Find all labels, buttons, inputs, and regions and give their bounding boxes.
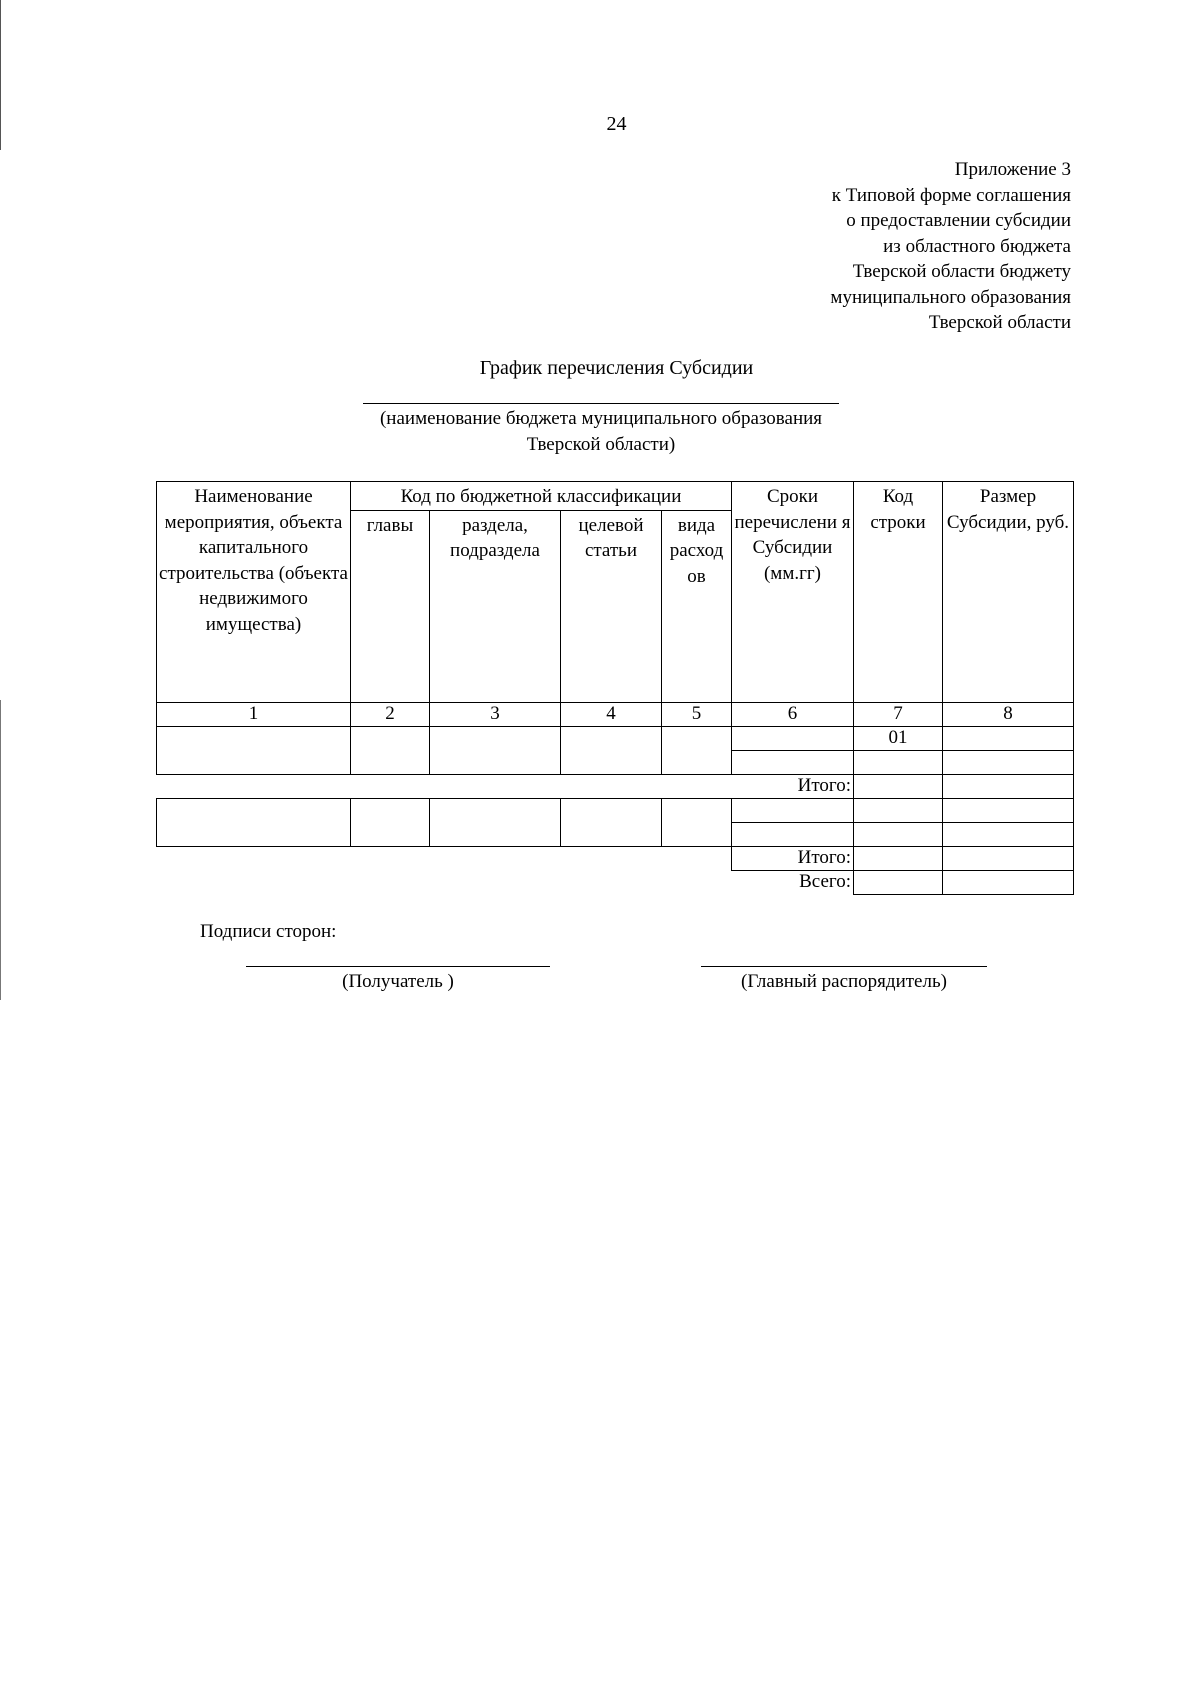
budget-name-caption: [363, 406, 839, 457]
column-number: 1: [157, 702, 351, 726]
table-cell: [943, 822, 1074, 846]
blank-area: [157, 846, 732, 870]
blank-area: [157, 774, 732, 798]
table-cell: [157, 798, 351, 846]
table-cell: [351, 798, 430, 846]
table-cell: [157, 726, 351, 774]
table-cell: [854, 774, 943, 798]
header-expense-type: вида расход ов: [662, 510, 732, 702]
appendix-line: Тверской области: [928, 312, 1071, 333]
column-number: 8: [943, 702, 1074, 726]
page-number: 24: [606, 113, 627, 135]
table-cell: [854, 822, 943, 846]
table-cell: [430, 798, 561, 846]
table-cell: [854, 798, 943, 822]
header-section: раздела, подраздела: [430, 510, 561, 702]
row-code-cell: 01: [854, 726, 943, 750]
table-cell: [943, 846, 1074, 870]
header-target-item: целевой статьи: [561, 510, 662, 702]
column-number: 4: [561, 702, 662, 726]
table-cell: [662, 798, 732, 846]
header-budget-code: Код по бюджетной классификации: [351, 482, 732, 511]
subtotal-label: Итого:: [732, 846, 854, 870]
column-number: 2: [351, 702, 430, 726]
table-cell: [732, 750, 854, 774]
table-cell: [351, 726, 430, 774]
budget-caption-line: Тверской области): [526, 433, 676, 455]
table-cell: [854, 750, 943, 774]
table-cell: [561, 726, 662, 774]
table-cell: [430, 726, 561, 774]
table-cell: [943, 774, 1074, 798]
appendix-line: Тверской области бюджету: [852, 261, 1071, 282]
recipient-signature-line: [246, 966, 550, 967]
table-cell: [732, 822, 854, 846]
column-number: 6: [732, 702, 854, 726]
header-chapter: главы: [351, 510, 430, 702]
subsidy-schedule-table: [156, 481, 1074, 895]
header-row-code: Код строки: [854, 482, 943, 703]
column-number: 7: [854, 702, 943, 726]
subtotal-label: Итого:: [732, 774, 854, 798]
table-cell: [943, 798, 1074, 822]
column-number: 3: [430, 702, 561, 726]
table-cell: [854, 846, 943, 870]
table-cell: [943, 750, 1074, 774]
appendix-line: к Типовой форме соглашения: [831, 184, 1071, 206]
recipient-caption: (Получатель ): [342, 971, 454, 992]
column-number: 5: [662, 702, 732, 726]
table-cell: [943, 870, 1074, 894]
chief-administrator-signature-line: [701, 966, 987, 967]
table-cell: [732, 726, 854, 750]
total-label: Всего:: [732, 870, 854, 894]
table-cell: [561, 798, 662, 846]
budget-name-line: [363, 403, 839, 404]
header-subsidy-amount: Размер Субсидии, руб.: [943, 482, 1074, 703]
appendix-line: из областного бюджета: [883, 235, 1071, 257]
scan-edge-mark: [0, 700, 1, 1000]
table-cell: [662, 726, 732, 774]
schedule-title: График перечисления Субсидии: [479, 357, 754, 379]
appendix-line: о предоставлении субсидии: [846, 210, 1071, 231]
budget-caption-line: (наименование бюджета муниципального образования: [379, 408, 823, 429]
appendix-block: [830, 157, 1071, 336]
table-cell: [732, 798, 854, 822]
header-transfer-dates: Сроки перечислени я Субсидии (мм.гг): [732, 482, 854, 703]
table-cell: [943, 726, 1074, 750]
chief-administrator-caption: (Главный распорядитель): [741, 971, 947, 992]
header-event-name: Наименование мероприятия, объекта капитального строительства (объекта недвижимого имущества): [157, 482, 351, 703]
signatures-label: Подписи сторон:: [200, 921, 337, 942]
blank-area: [157, 870, 732, 894]
table-cell: [854, 870, 943, 894]
appendix-line: Приложение 3: [954, 159, 1071, 180]
appendix-line: муниципального образования: [830, 286, 1071, 308]
